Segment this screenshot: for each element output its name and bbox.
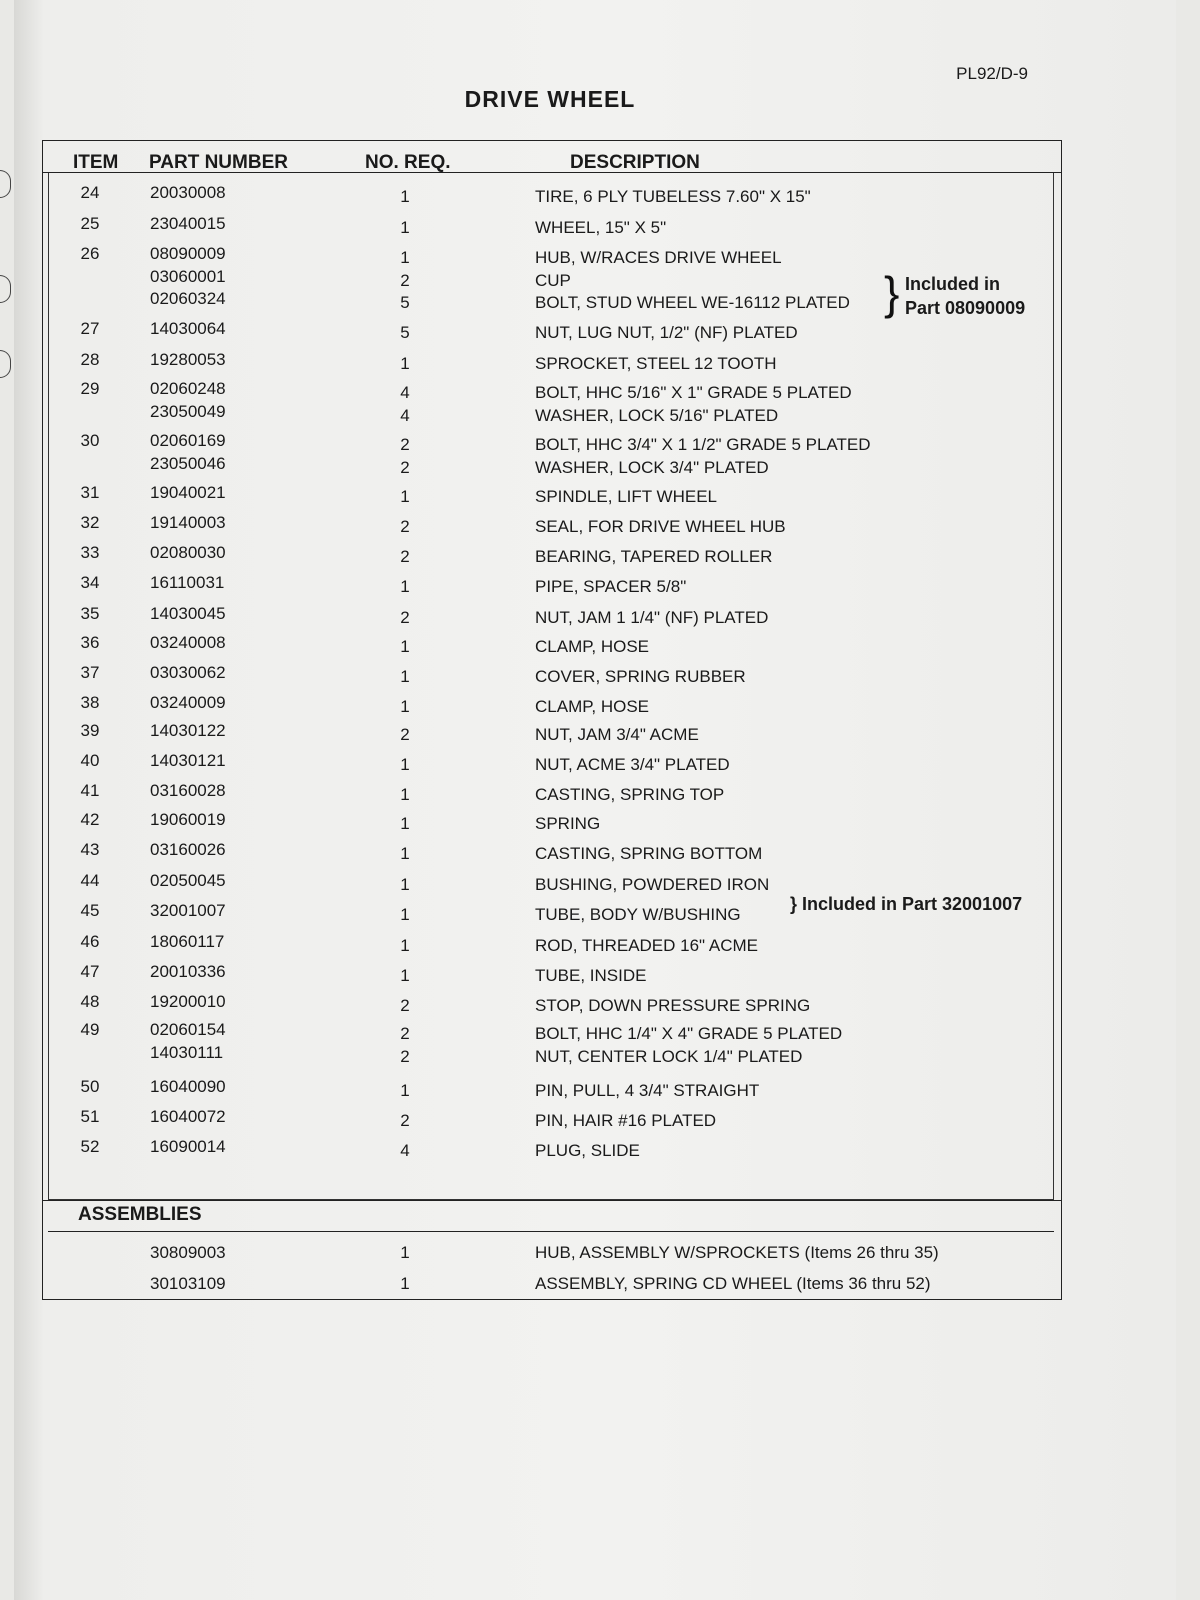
part-number: 03240009 [150,693,226,712]
part-number: 02080030 [150,543,226,562]
assembly-quantity: 1 [400,1274,410,1293]
item-number: 29 [80,379,100,398]
quantity: 2 [400,547,410,566]
quantity: 1 [400,697,410,716]
description: NUT, JAM 1 1/4" (NF) PLATED [535,608,769,627]
part-number: 14030111 [150,1043,224,1062]
part-number: 02060169 [150,431,226,450]
quantity: 1 [400,487,410,506]
quantity: 2 [400,1111,410,1130]
quantity: 2 [400,608,410,627]
part-number: 03160028 [150,781,226,800]
quantity: 1 [400,218,410,237]
quantity: 1 [400,354,410,373]
header-description: DESCRIPTION [570,152,700,173]
part-number: 32001007 [150,901,226,920]
quantity: 2 [400,271,410,290]
part-number: 20030008 [150,183,226,202]
item-number: 45 [80,901,100,920]
part-number: 14030122 [150,721,226,740]
quantity: 5 [400,293,410,312]
assembly-description: ASSEMBLY, SPRING CD WHEEL (Items 36 thru 52) [535,1274,931,1293]
binding-ring-mark [0,350,11,378]
item-number: 37 [80,663,100,682]
page-code: PL92/D-9 [956,64,1028,83]
quantity: 1 [400,577,410,596]
header-divider [42,172,1062,173]
quantity: 1 [400,667,410,686]
quantity: 2 [400,996,410,1015]
item-number: 41 [80,781,100,800]
item-number: 32 [80,513,100,532]
part-number: 16040090 [150,1077,226,1096]
part-number: 16090014 [150,1137,226,1156]
quantity: 4 [400,1141,410,1160]
description: SPROCKET, STEEL 12 TOOTH [535,354,777,373]
quantity: 2 [400,1024,410,1043]
part-number: 23040015 [150,214,226,233]
description: BUSHING, POWDERED IRON [535,875,770,894]
header-no-req: NO. REQ. [365,152,451,173]
item-number: 38 [80,693,100,712]
description: TUBE, BODY W/BUSHING [535,905,741,924]
quantity: 1 [400,905,410,924]
item-number: 28 [80,350,100,369]
description: NUT, JAM 3/4" ACME [535,725,699,744]
assemblies-label: ASSEMBLIES [78,1204,202,1225]
item-number: 49 [80,1020,100,1039]
assembly-quantity: 1 [400,1243,410,1262]
item-number: 33 [80,543,100,562]
description: PIN, PULL, 4 3/4" STRAIGHT [535,1081,760,1100]
included-note-26 [905,272,1025,320]
part-number: 16110031 [150,573,225,592]
description: NUT, CENTER LOCK 1/4" PLATED [535,1047,803,1066]
description: WASHER, LOCK 3/4" PLATED [535,458,769,477]
header-item: ITEM [73,152,119,173]
item-number: 24 [80,183,100,202]
description: WHEEL, 15" X 5" [535,218,667,237]
description: TIRE, 6 PLY TUBELESS 7.60" X 15" [535,187,811,206]
quantity: 1 [400,966,410,985]
item-number: 27 [80,319,100,338]
description: CUP [535,271,571,290]
description: BOLT, STUD WHEEL WE-16112 PLATED [535,293,850,312]
item-number: 43 [80,840,100,859]
part-number: 03060001 [150,267,226,286]
quantity: 5 [400,323,410,342]
brace-icon: } [884,267,900,319]
part-number: 14030121 [150,751,226,770]
part-number: 14030045 [150,604,226,623]
quantity: 1 [400,875,410,894]
quantity: 1 [400,637,410,656]
item-number: 34 [80,573,100,592]
description: HUB, W/RACES DRIVE WHEEL [535,248,782,267]
assemblies-divider [42,1200,1062,1201]
part-number: 20010336 [150,962,226,981]
part-number: 14030064 [150,319,226,338]
part-number: 02050045 [150,871,226,890]
description: PIN, HAIR #16 PLATED [535,1111,717,1130]
included-note-line1: Included in [905,274,1001,294]
quantity: 1 [400,187,410,206]
part-number: 03030062 [150,663,226,682]
description: CASTING, SPRING BOTTOM [535,844,763,863]
item-number: 30 [80,431,100,450]
description: ROD, THREADED 16" ACME [535,936,758,955]
description: SPRING [535,814,601,833]
description: WASHER, LOCK 5/16" PLATED [535,406,779,425]
description: PIPE, SPACER 5/8" [535,577,687,596]
description: SEAL, FOR DRIVE WHEEL HUB [535,517,786,536]
description: PLUG, SLIDE [535,1141,640,1160]
quantity: 2 [400,725,410,744]
quantity: 1 [400,1081,410,1100]
part-number: 02060248 [150,379,226,398]
part-number: 23050049 [150,402,226,421]
part-number: 08090009 [150,244,226,263]
quantity: 2 [400,517,410,536]
item-number: 48 [80,992,100,1011]
part-number: 19140003 [150,513,226,532]
assembly-part-number: 30809003 [150,1243,226,1262]
quantity: 1 [400,814,410,833]
quantity: 4 [400,406,410,425]
item-number: 51 [80,1107,100,1126]
item-number: 31 [80,483,100,502]
description: COVER, SPRING RUBBER [535,667,746,686]
item-number: 46 [80,932,100,951]
description: STOP, DOWN PRESSURE SPRING [535,996,811,1015]
description: CASTING, SPRING TOP [535,785,725,804]
description: SPINDLE, LIFT WHEEL [535,487,718,506]
item-number: 26 [80,244,100,263]
quantity: 1 [400,844,410,863]
item-number: 52 [80,1137,100,1156]
assemblies-header-divider [48,1231,1054,1232]
part-number: 03160026 [150,840,226,859]
binding-ring-mark [0,170,11,198]
quantity: 2 [400,458,410,477]
quantity: 2 [400,1047,410,1066]
item-number: 35 [80,604,100,623]
item-number: 36 [80,633,100,652]
part-number: 02060154 [150,1020,226,1039]
included-note-line2: Part 08090009 [905,298,1026,318]
description: CLAMP, HOSE [535,637,650,656]
item-number: 42 [80,810,100,829]
item-number: 39 [80,721,100,740]
description: BEARING, TAPERED ROLLER [535,547,773,566]
description: CLAMP, HOSE [535,697,650,716]
quantity: 1 [400,755,410,774]
quantity: 4 [400,383,410,402]
part-number: 18060117 [150,932,225,951]
description: TUBE, INSIDE [535,966,647,985]
binding-ring-mark [0,275,11,303]
page-title: DRIVE WHEEL [464,86,636,112]
description: BOLT, HHC 1/4" X 4" GRADE 5 PLATED [535,1024,843,1043]
description: BOLT, HHC 5/16" X 1" GRADE 5 PLATED [535,383,852,402]
part-number: 16040072 [150,1107,226,1126]
item-number: 47 [80,962,100,981]
assembly-description: HUB, ASSEMBLY W/SPROCKETS (Items 26 thru 35) [535,1243,939,1262]
item-number: 50 [80,1077,100,1096]
description: NUT, LUG NUT, 1/2" (NF) PLATED [535,323,798,342]
item-number: 44 [80,871,100,890]
part-number: 19200010 [150,992,226,1011]
included-note-44: } Included in Part 32001007 [790,894,1023,914]
header-part-number: PART NUMBER [149,152,288,173]
part-number: 03240008 [150,633,226,652]
item-number: 40 [80,751,100,770]
quantity: 1 [400,248,410,267]
quantity: 2 [400,435,410,454]
part-number: 19280053 [150,350,226,369]
part-number: 19060019 [150,810,226,829]
description: NUT, ACME 3/4" PLATED [535,755,730,774]
item-number: 25 [80,214,100,233]
part-number: 02060324 [150,289,226,308]
quantity: 1 [400,785,410,804]
description: BOLT, HHC 3/4" X 1 1/2" GRADE 5 PLATED [535,435,871,454]
part-number: 19040021 [150,483,226,502]
assembly-part-number: 30103109 [150,1274,226,1293]
quantity: 1 [400,936,410,955]
part-number: 23050046 [150,454,226,473]
